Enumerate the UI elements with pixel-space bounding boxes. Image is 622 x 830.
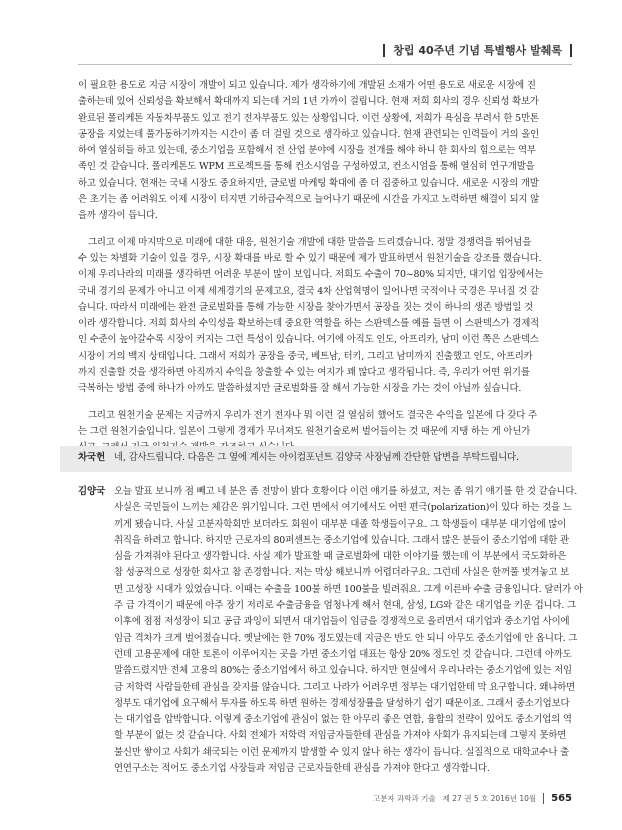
text-line: 취직을 하려고 합니다. 하지만 근로자의 80퍼센트는 중소기업에 있습니다. 그래서 많은 분들이 중소기업에 대한 관 (114, 534, 569, 546)
text-line: 오늘 발표 보니까 점 빼고 네 분은 좀 전망이 밝다 호황이다 이런 얘기를 하셨고, 저는 좀 위기 얘기를 한 것 같습니다. (114, 486, 578, 497)
text-line: 수 있는 차별화 기술이 있을 경우, 시장 확대를 바로 할 수 있기 때문에 제가 발표하면서 원천기술을 강조를 했습니다. (78, 252, 542, 264)
paragraph-2 (78, 235, 572, 398)
text-line: 하고 있습니다. 현재는 국내 시장도 중요하지만, 글로벌 마케팅 확대에 좀 더 집중하고 있습니다. 새로운 시장의 개발 (78, 177, 539, 189)
text-line: 그리고 이제 마지막으로 미래에 대한 대응, 원천기술 개발에 대한 말씀을 드리겠습니다. 정말 경쟁력을 뛰어넘을 (88, 236, 532, 248)
text-line: 말씀드렸지만 전체 고용의 80%는 중소기업에서 하고 있습니다. 하지만 현실에서 우리나라는 중소기업에 있는 저임 (114, 665, 572, 677)
text-line: 극복하는 방법 중에 하나가 아까도 말씀하셨지만 글로벌화를 잘 해서 가능한 시장을 가는 것이 아닐까 싶습니다. (78, 383, 522, 395)
page-number: 565 (551, 793, 572, 804)
text-line: 사실은 국민들이 느끼는 체감은 위기입니다. 그런 면에서 여기에서도 어떤 편극(polarization)이 있다 하는 것을 느 (114, 502, 572, 514)
text-line: 까지 진출할 것을 생각하면 아직까지 수익을 창출할 수 있는 여지가 꽤 많다고 생각됩니다. 즉, 우리가 어떤 위기를 (78, 367, 530, 379)
answer-block (78, 484, 583, 777)
text-line: 금 저학력 사람들한테 관심을 갖지를 않습니다. 그리고 나라가 어려우면 정부는 대기업한테 막 요구합니다. 왜냐하면 (114, 681, 576, 693)
text-line: 는 그런 원천기술입니다. 일본이 그렇게 경제가 무너져도 원천기술로써 벌어들이는 것 때문에 지탱 하는 게 아닌가 (78, 425, 531, 437)
issue-info: 제 27 권 5 호 2016년 10월 (442, 794, 537, 803)
header-divider-right (570, 44, 572, 57)
text-line: 는 대기업을 압박합니다. 이렇게 중소기업에 관심이 없는 한 아무리 좋은 연합, 융합의 전략이 있어도 중소기업의 역 (114, 714, 572, 726)
text-line: 은 초기는 좀 어려워도 이제 시장이 터지면 기하급수적으로 늘어나기 때문에 시간을 가지고 노력하면 해결이 되지 않 (78, 194, 540, 206)
text-line: 이 필요한 용도로 지금 시장이 개발이 되고 있습니다. 제가 생각하기에 개발된 소재가 어떤 용도로 새로운 시장에 진 (78, 80, 536, 91)
text-line: 족인 것 같습니다. 폴리케톤도 WPM 프로젝트를 통해 컨소시엄을 구성하였고, 컨소시엄을 통해 열심히 연구개발을 (78, 161, 535, 173)
running-header (383, 40, 572, 60)
text-line: 출하는데 있어 신뢰성을 확보해서 확대까지 되는데 거의 1년 가까이 걸립니다. 현재 저희 회사의 경우 신뢰성 확보가 (78, 96, 539, 108)
text-line: 공장을 지었는데 풀가동하기까지는 시간이 좀 더 걸릴 것으로 생각하고 있습니다. 현재 관련되는 인력들이 거의 올인 (78, 128, 540, 140)
journal-name: 고분자 과학과 기술 (372, 794, 436, 803)
header-divider (383, 44, 385, 57)
text-line: 이제 우리나라의 미래를 생각하면 어려운 부분이 많이 보입니다. 저희도 수출이 70~80% 되지만, 대기업 입장에서는 (78, 269, 544, 281)
text-line: 런데 고용문제에 대한 토론이 이루어지는 곳을 가면 중소기업 대표는 항상 20% 정도인 것 같습니다. 그런데 아까도 (114, 648, 572, 660)
section-title: 창립 40주년 기념 특별행사 발췌록 (393, 44, 562, 57)
text-line: 인 수준이 높아갈수록 시장이 커지는 그런 특성이 있습니다. 여기에 아직도 인도, 아프리카, 남미 이런 쪽은 스판덱스 (78, 334, 539, 346)
text-line: 국내 경기의 문제가 아니고 이제 세계경기의 문제고요, 결국 4차 산업혁명이 일어나면 국적이나 국경은 무너질 것 같 (78, 285, 539, 297)
text-line: 을까 생각이 듭니다. (78, 210, 158, 222)
page-footer (373, 793, 572, 804)
text-line: 완료된 폴리케톤 자동차부품도 있고 전기 전자부품도 있는 상황입니다. 이런 상황에, 저희가 욕심을 부려서 한 5만톤 (78, 112, 539, 124)
text-line: 이후에 점점 저성장이 되고 공급 과잉이 되면서 대기업들이 임금을 경쟁적으로 올리면서 대기업과 중소기업 사이에 (114, 616, 570, 628)
text-line: 그리고 원천기술 문제는 지금까지 우리가 전기 전자나 뭐 이런 걸 열심히 했어도 결국은 수익을 일본에 다 갖다 주 (88, 409, 537, 421)
text-line: 심을 가져줘야 된다고 생각합니다. 사실 제가 발표할 때 글로벌화에 대한 이야기를 했는데 이 부분에서 국도화하은 (114, 551, 567, 563)
text-line: 정부도 대기업에 요구해서 투자를 하도록 하면 원하는 경제성장률을 달성하기 쉽기 때문이죠. 그래서 중소기업보다 (114, 697, 570, 709)
header-rule (78, 64, 572, 65)
speaker-name: 차국헌 (78, 452, 106, 463)
text-line: 이라 생각합니다. 저희 회사의 수익성을 확보하는데 중요한 역할을 하는 스판덱스를 예를 들면 이 스판덱스가 경제적 (78, 318, 540, 330)
text-line: 할 부분이 없는 것 같습니다. 사회 전체가 저학력 저임금자들한테 관심을 가져야 사회가 유지되는데 그렇지 못하면 (114, 730, 567, 742)
text-line: 임금 격차가 크게 벌어졌습니다. 옛날에는 한 70% 정도였는데 지금은 반도 안 되니 아무도 중소기업에 안 옵니다. 그 (114, 632, 578, 644)
text-line: 연연구소는 적어도 중소기업 사장들과 저임금 근로자들한테 관심을 가져야 한다고 생각합니다. (114, 763, 490, 775)
speaker-name: 김양국 (78, 486, 106, 497)
paragraph-1 (78, 78, 572, 225)
question-block (78, 450, 572, 466)
text-line: 시장이 거의 백지 상태입니다. 그래서 저희가 공장을 중국, 베트남, 터키, 그리고 남미까지 진출했고 인도, 아프리카 (78, 350, 533, 362)
text-line: 참 성공적으로 성장한 회사고 참 존경합니다. 저는 막상 해보니까 어렵더라구요. 그런데 사실은 한꺼풀 벗겨놓고 보 (114, 567, 569, 579)
text-line: 끼게 됐습니다. 사실 고분자학회만 보더라도 회원이 대부분 대졸 학생들이구요. 그 학생들이 대부분 대기업에 많이 (114, 518, 567, 530)
text-line: 하여 열심히들 하고 있는데, 중소기업을 포함해서 전 산업 분야에 시장을 전개를 해야 하니 한 회사의 힘으로는 역부 (78, 145, 536, 157)
article-body (78, 78, 572, 467)
text-line: 불신만 쌓이고 사회가 쇄국되는 이런 문제까지 발생할 수 있지 않나 하는 생각이 듭니다. 실질적으로 대학교수나 출 (114, 746, 569, 758)
text-line: 면 고성장 시대가 있었습니다. 이때는 수출을 100불 하면 100불을 빌려줘요. 그게 이른바 수출 금융입니다. 달러가 아 (114, 583, 583, 595)
footer-divider (543, 793, 544, 804)
question-text: 네, 감사드립니다. 다음은 그 옆에 계시는 아이컴포넌트 김양국 사장님께 간단한 답변을 부탁드립니다. (114, 452, 519, 463)
text-line: 주 급 가격이기 때문에 아주 장기 저리로 수출금융을 엄청나게 해서 현대, 삼성, LG와 같은 대기업을 키운 겁니다. 그 (114, 600, 576, 612)
text-line: 습니다. 따라서 미래에는 완전 글로벌화를 통해 가능한 시장을 찾아가면서 공장을 짓는 것이 하나의 생존 방법일 것 (78, 301, 533, 313)
